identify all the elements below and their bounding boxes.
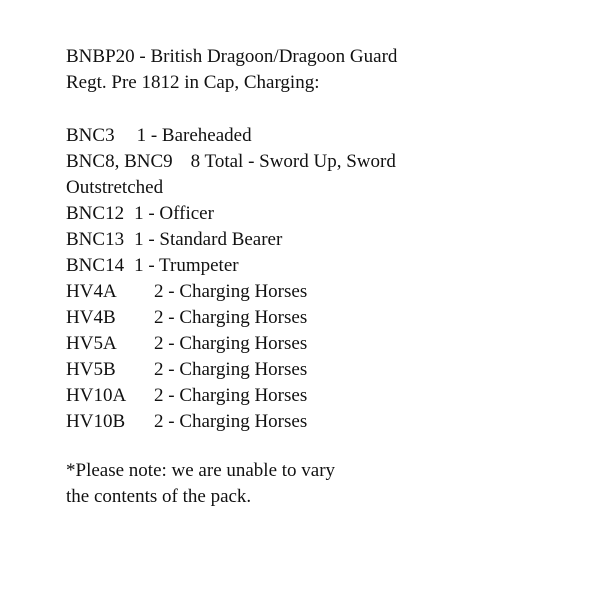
item-description: 2 - Charging Horses (154, 385, 308, 406)
pack-title (66, 44, 566, 96)
item-code: HV10B (66, 411, 126, 432)
item-code: BNC12 (66, 203, 125, 224)
item-description: 1 - Bareheaded (136, 125, 252, 146)
item-description: 2 - Charging Horses (154, 307, 308, 328)
item-description: 1 - Officer (134, 203, 214, 224)
item-code: BNC8, BNC9 (66, 151, 173, 172)
item-description: 8 Total - Sword Up, Sword (190, 151, 396, 172)
list-item (66, 279, 566, 305)
item-code: HV4B (66, 307, 116, 328)
list-item (66, 409, 566, 435)
list-item (66, 357, 566, 383)
list-item (66, 253, 566, 279)
list-item (66, 227, 566, 253)
pack-contents-list (66, 123, 566, 435)
item-description: 2 - Charging Horses (154, 333, 308, 354)
list-item (66, 331, 566, 357)
list-item (66, 305, 566, 331)
item-code: BNC13 (66, 229, 125, 250)
item-code: HV10A (66, 385, 127, 406)
item-code: HV4A (66, 281, 117, 302)
list-item (66, 123, 566, 149)
item-code: HV5B (66, 359, 116, 380)
note-line-1: *Please note: we are unable to vary (66, 460, 336, 481)
title-line-1: BNBP20 - British Dragoon/Dragoon Guard (66, 46, 398, 67)
list-item (66, 383, 566, 409)
item-description: 2 - Charging Horses (154, 359, 308, 380)
item-description-continuation: Outstretched (66, 177, 164, 198)
note-line-2: the contents of the pack. (66, 486, 252, 507)
list-item (66, 149, 566, 175)
item-code: BNC14 (66, 255, 125, 276)
list-item (66, 201, 566, 227)
item-code: HV5A (66, 333, 117, 354)
item-code: BNC3 (66, 125, 115, 146)
item-description: 2 - Charging Horses (154, 411, 308, 432)
item-description: 1 - Standard Bearer (134, 229, 283, 250)
item-description: 2 - Charging Horses (154, 281, 308, 302)
pack-note (66, 458, 566, 510)
item-description: 1 - Trumpeter (134, 255, 239, 276)
title-line-2: Regt. Pre 1812 in Cap, Charging: (66, 72, 320, 93)
